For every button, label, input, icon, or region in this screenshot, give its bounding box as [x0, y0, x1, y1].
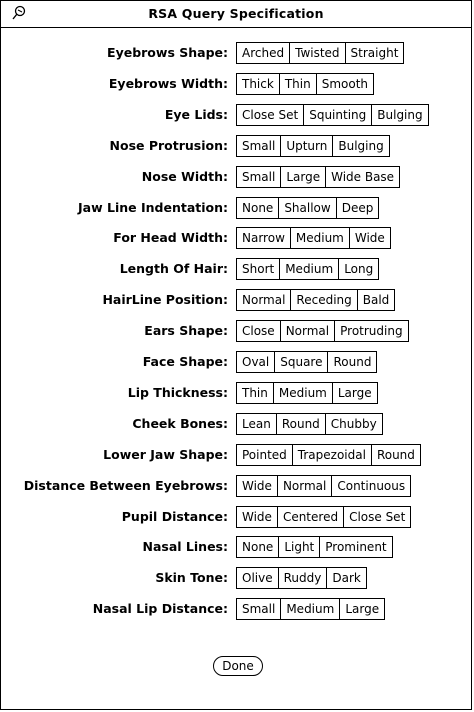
choice-option[interactable]: Straight — [346, 43, 404, 63]
choice-option[interactable]: Ruddy — [279, 568, 328, 588]
choice-group — [236, 413, 383, 435]
field-label: Eye Lids: — [164, 106, 228, 122]
field-label: Eyebrows Shape: — [107, 45, 228, 60]
choice-group — [236, 320, 409, 342]
choice-group — [236, 42, 404, 64]
choice-group — [236, 506, 411, 528]
choice-option[interactable]: Thin — [280, 74, 317, 94]
choice-group — [236, 475, 411, 497]
choice-option[interactable]: Twisted — [290, 43, 345, 63]
field-label: For Head Width: — [113, 230, 228, 246]
choice-group — [236, 382, 378, 404]
field-label: Nasal Lip Distance: — [92, 601, 228, 617]
choice-option[interactable]: Deep — [337, 198, 379, 218]
choice-option[interactable]: Arched — [237, 43, 290, 63]
query-row — [1, 567, 471, 589]
choice-option[interactable]: Oval — [237, 352, 275, 372]
field-label: Nose Width: — [141, 168, 228, 184]
query-row — [1, 351, 471, 373]
choice-option[interactable]: Lean — [237, 414, 277, 434]
field-label: Length Of Hair: — [119, 261, 228, 277]
choice-option[interactable]: Close Set — [344, 507, 410, 527]
field-label: Ears Shape: — [144, 323, 228, 339]
field-label: Jaw Line Indentation: — [78, 199, 228, 215]
window-title: RSA Query Specification — [148, 6, 324, 21]
choice-option[interactable]: Bulging — [372, 105, 427, 125]
choice-option[interactable]: Squinting — [304, 105, 372, 125]
choice-option[interactable]: Wide — [237, 476, 278, 496]
choice-group — [236, 258, 379, 280]
choice-group — [236, 351, 377, 373]
field-label: Eyebrows Width: — [108, 75, 228, 91]
choice-group — [236, 166, 400, 188]
choice-option[interactable]: Normal — [237, 290, 291, 310]
field-label: Lip Thickness: — [127, 384, 228, 400]
choice-option[interactable]: None — [237, 537, 279, 557]
choice-group — [236, 73, 374, 95]
choice-option[interactable]: Small — [237, 136, 281, 156]
choice-option[interactable]: Round — [328, 352, 376, 372]
choice-option[interactable]: Small — [237, 167, 281, 187]
choice-group — [236, 197, 379, 219]
choice-option[interactable]: Medium — [274, 383, 333, 403]
query-row — [1, 444, 471, 466]
query-row — [1, 382, 471, 404]
field-label: Pupil Distance: — [121, 508, 228, 524]
choice-option[interactable]: Close — [237, 321, 281, 341]
field-label: Distance Between Eyebrows: — [23, 477, 228, 493]
choice-option[interactable]: Long — [339, 259, 378, 279]
choice-option[interactable]: Narrow — [237, 228, 291, 248]
field-label: Nose Protrusion: — [109, 137, 228, 153]
query-row — [1, 320, 471, 342]
choice-group — [236, 598, 385, 620]
choice-option[interactable]: Wide — [237, 507, 278, 527]
choice-group — [236, 135, 390, 157]
choice-option[interactable]: Large — [340, 599, 384, 619]
field-label: Cheek Bones: — [132, 415, 228, 431]
query-row — [1, 166, 471, 188]
field-label: HairLine Position: — [102, 292, 228, 308]
query-row — [1, 104, 471, 126]
choice-option[interactable]: Trapezoidal — [293, 445, 372, 465]
choice-option[interactable]: Protruding — [335, 321, 407, 341]
choice-group — [236, 104, 429, 126]
choice-option[interactable]: Pointed — [237, 445, 293, 465]
field-label: Nasal Lines: — [142, 539, 228, 555]
done-button[interactable]: Done — [213, 656, 263, 676]
choice-option[interactable]: Wide — [350, 228, 390, 248]
choice-option[interactable]: Smooth — [317, 74, 373, 94]
field-label: Lower Jaw Shape: — [103, 446, 228, 462]
choice-option[interactable]: Bulging — [333, 136, 388, 156]
choice-option[interactable]: Dark — [327, 568, 365, 588]
query-row — [1, 289, 471, 311]
field-label: Face Shape: — [142, 354, 228, 369]
choice-option[interactable]: Wide Base — [326, 167, 399, 187]
choice-option[interactable]: Small — [237, 599, 281, 619]
choice-option[interactable]: Thick — [237, 74, 280, 94]
choice-option[interactable]: Normal — [278, 476, 332, 496]
query-row — [1, 135, 471, 157]
choice-option[interactable]: Light — [279, 537, 320, 557]
choice-group — [236, 567, 367, 589]
query-row — [1, 536, 471, 558]
choice-option[interactable]: None — [237, 198, 279, 218]
choice-option[interactable]: Chubby — [326, 414, 382, 434]
query-row — [1, 73, 471, 95]
query-row — [1, 42, 471, 64]
query-row — [1, 197, 471, 219]
choice-option[interactable]: Continuous — [332, 476, 410, 496]
query-row — [1, 506, 471, 528]
choice-option[interactable]: Round — [277, 414, 326, 434]
choice-group — [236, 227, 391, 249]
field-label: Skin Tone: — [155, 570, 228, 586]
choice-option[interactable]: Thin — [237, 383, 274, 403]
choice-option[interactable]: Short — [237, 259, 280, 279]
choice-option[interactable]: Medium — [281, 599, 340, 619]
choice-option[interactable]: Bald — [358, 290, 395, 310]
choice-option[interactable]: Prominent — [320, 537, 391, 557]
choice-option[interactable]: Square — [275, 352, 328, 372]
choice-option[interactable]: Close Set — [237, 105, 304, 125]
choice-option[interactable]: Receding — [291, 290, 357, 310]
choice-option[interactable]: Large — [281, 167, 326, 187]
choice-option[interactable]: Centered — [278, 507, 344, 527]
title-bar — [1, 1, 471, 28]
choice-option[interactable]: Normal — [281, 321, 335, 341]
choice-option[interactable]: Upturn — [281, 136, 333, 156]
choice-group — [236, 289, 395, 311]
choice-group — [236, 536, 393, 558]
query-row — [1, 598, 471, 620]
query-row — [1, 258, 471, 280]
choice-group — [236, 444, 421, 466]
choice-option[interactable]: Medium — [280, 259, 339, 279]
choice-option[interactable]: Large — [333, 383, 377, 403]
choice-option[interactable]: Round — [372, 445, 420, 465]
query-row — [1, 413, 471, 435]
choice-option[interactable]: Medium — [291, 228, 350, 248]
query-row — [1, 475, 471, 497]
choice-option[interactable]: Shallow — [279, 198, 336, 218]
choice-option[interactable]: Olive — [237, 568, 279, 588]
query-row — [1, 227, 471, 249]
